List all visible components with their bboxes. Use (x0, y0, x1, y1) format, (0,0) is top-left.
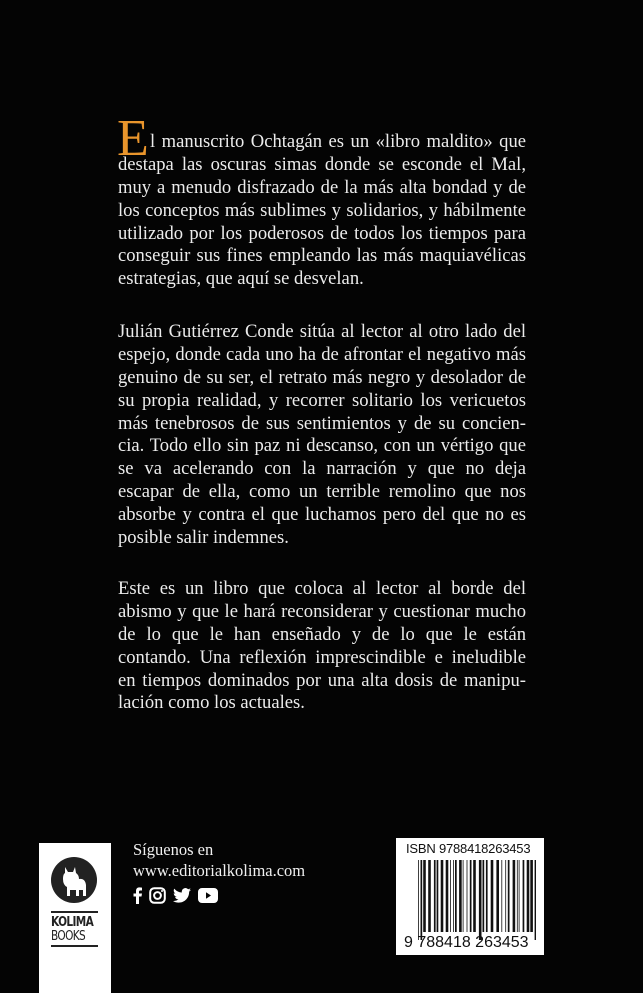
barcode-bar (527, 860, 530, 932)
barcode-bar (496, 860, 499, 932)
barcode-bar (508, 860, 510, 932)
barcode-bar (519, 860, 520, 932)
text-line: absorbe y contra el que luchamos pero del que no es (118, 504, 526, 526)
text-line: escapar de ella, como un terrible remolino que nos (118, 481, 526, 503)
barcode-bar (418, 860, 419, 940)
logo-rule (51, 945, 98, 947)
barcode-bar (505, 860, 506, 932)
dog-icon (51, 857, 97, 903)
isbn-digits: 9 788418 263453 (404, 934, 529, 951)
text-line: más tenebrosos de sus sentimientos y de su concien- (118, 412, 526, 434)
text-line: en tiempos dominados por una alta dosis de manipu- (118, 669, 526, 691)
text-line: destapa las oscuras simas donde se esconde el Mal, (118, 153, 526, 175)
logo-rule (51, 911, 98, 913)
barcode-bar (517, 860, 518, 932)
barcode-bar (441, 860, 444, 932)
blurb-paragraph-2 (118, 321, 526, 550)
barcode-bar (434, 860, 436, 932)
text-line: los conceptos más sublimes y solidarios, y hábilmente (118, 199, 526, 221)
text-line: se va acelerando con la narración y que no deja (118, 458, 526, 480)
barcode-bar (421, 860, 423, 940)
barcode-bar (470, 860, 472, 932)
text-line: Este es un libro que coloca al lector al borde del (118, 578, 526, 599)
text-line: muy a menudo disfrazado de la más alta bondad y de (118, 176, 526, 198)
text-line: posible salir indemnes. (118, 527, 289, 549)
logo-books: BOOKS (51, 928, 86, 944)
barcode-bar (486, 860, 488, 932)
barcode-bars (418, 860, 536, 940)
text-line: l manuscrito Ochtagán es un «libro maldito» que (150, 131, 526, 152)
text-line: lación como los actuales. (118, 692, 305, 714)
barcode-bar (473, 860, 476, 932)
text-line: genuino de su ser, el retrato más negro y desolador de (118, 366, 526, 388)
barcode-bar (483, 860, 485, 932)
isbn-label: ISBN 9788418263453 (406, 841, 531, 856)
barcode-bar (523, 860, 525, 932)
barcode-bar (459, 860, 462, 932)
text-line: estrategias, que aquí se desvelan. (118, 268, 364, 290)
drop-cap: E (117, 110, 149, 167)
text-line: contando. Una reflexión imprescindible e ineludible (118, 646, 526, 668)
isbn-barcode (396, 838, 544, 955)
barcode-bar (479, 860, 482, 940)
text-line: espejo, donde cada uno ha de afrontar el negativo más (118, 343, 526, 365)
barcode-bar (501, 860, 502, 932)
barcode-bar (491, 860, 494, 932)
text-line: Julián Gutiérrez Conde sitúa al lector al otro lado del (118, 321, 526, 342)
social-icons (133, 887, 218, 904)
instagram-icon[interactable] (149, 887, 166, 904)
text-line: de lo que le han enseñado y de lo que le están (118, 623, 526, 645)
barcode-bar (530, 860, 533, 932)
website-link[interactable]: www.editorialkolima.com (133, 861, 306, 880)
publisher-logo (39, 843, 111, 993)
barcode-bar (455, 860, 457, 932)
text-line: su propia realidad, y recorrer solitario los vericuetos (118, 389, 526, 411)
blurb-paragraph-1 (117, 110, 526, 291)
barcode-bar (437, 860, 439, 932)
barcode-bar (513, 860, 516, 932)
facebook-icon[interactable] (133, 887, 142, 904)
blurb-paragraph-3 (118, 578, 526, 715)
logo-kolima: KOLIMA (51, 914, 94, 930)
follow-label: Síguenos en (133, 840, 214, 859)
barcode-bar (423, 860, 426, 932)
barcode-bar (463, 860, 464, 932)
text-line: cia. Todo ello sin paz ni descanso, con un vértigo que (118, 435, 526, 457)
barcode-bar (535, 860, 536, 940)
text-line: abismo y que le hará reconsiderar y cuestionar mucho (118, 600, 526, 622)
barcode-bar (453, 860, 454, 932)
twitter-icon[interactable] (173, 888, 191, 903)
barcode-bar (446, 860, 449, 932)
barcode-bar (450, 860, 451, 932)
barcode-bar (467, 860, 468, 932)
youtube-icon[interactable] (198, 888, 218, 903)
text-line: conseguir sus fines empleando las más maquiavélicas (118, 245, 526, 267)
barcode-bar (428, 860, 431, 932)
text-line: utilizado por los poderosos de todos los tiempos para (118, 222, 526, 244)
